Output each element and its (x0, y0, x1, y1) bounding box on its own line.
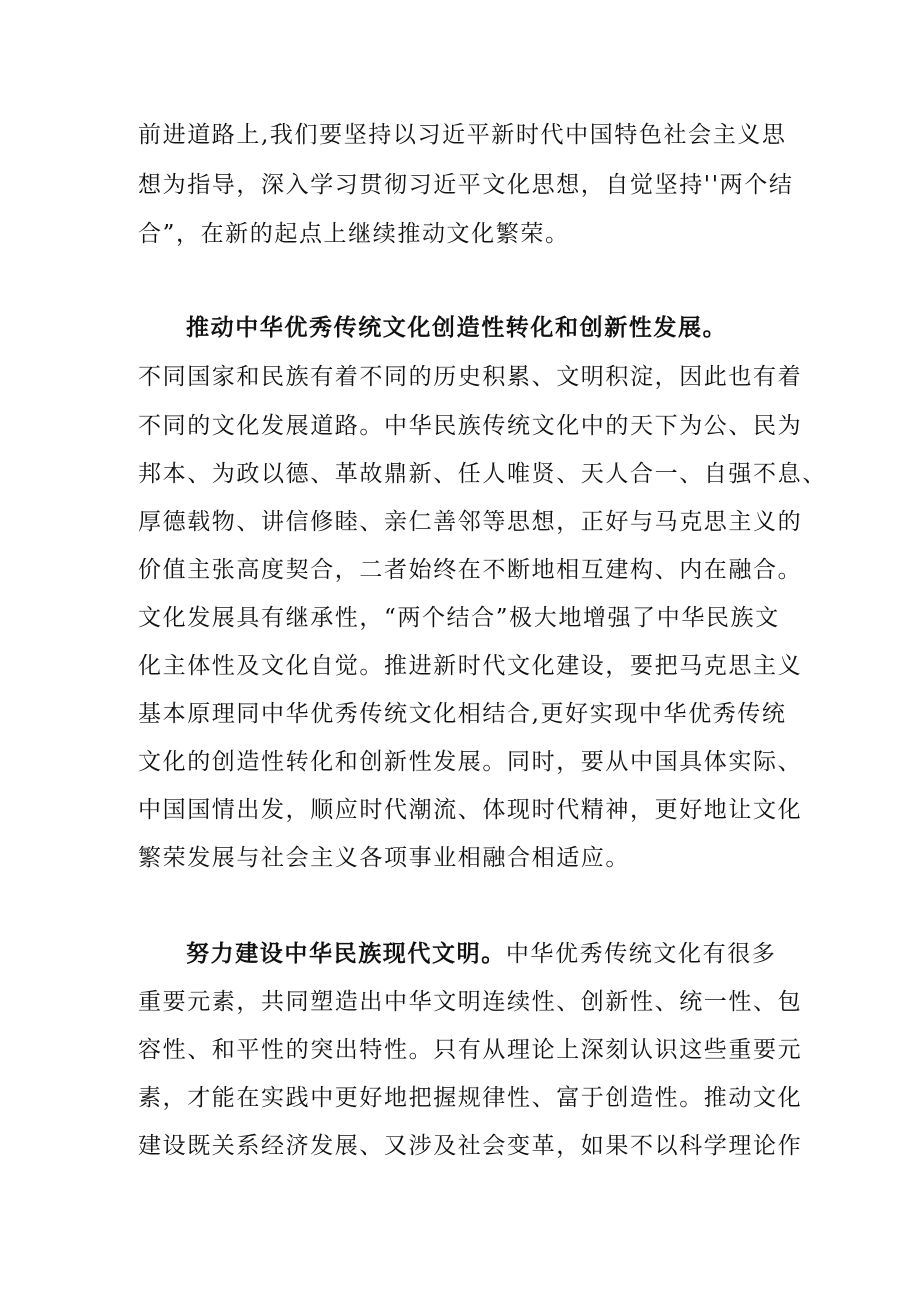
paragraph-line: 不同国家和民族有着不同的历史积累、文明积淀，因此也有着 (138, 364, 803, 390)
paragraph-line: 素，才能在实践中更好地把握规律性、富于创造性。推动文化 (138, 1085, 803, 1111)
paragraph-line: 前进道路上,我们要坚持以习近平新时代中国特色社会主义思 (138, 122, 787, 148)
section-first-line (186, 939, 776, 969)
paragraph-line: 合”，在新的起点上继续推动文化繁荣。 (138, 221, 570, 247)
paragraph-line: 容性、和平性的突出特性。只有从理论上深刻认识这些重要元 (138, 1037, 803, 1063)
section-heading: 努力建设中华民族现代文明。 (186, 940, 506, 967)
paragraph-line: 不同的文化发展道路。中华民族传统文化中的天下为公、民为 (138, 413, 803, 439)
paragraph-line: 基本原理同中华优秀传统文化相结合,更好实现中华优秀传统 (138, 701, 787, 727)
paragraph-line: 中国国情出发，顺应时代潮流、体现时代精神，更好地让文化 (138, 797, 803, 823)
paragraph-line: 邦本、为政以德、革故鼎新、任人唯贤、天人合一、自强不息、 (138, 461, 827, 487)
paragraph-line: 厚德载物、讲信修睦、亲仁善邻等思想，正好与马克思主义的 (138, 509, 803, 535)
section-heading: 推动中华优秀传统文化创造性转化和创新性发展。 (186, 314, 728, 341)
paragraph-line: 化主体性及文化自觉。推进新时代文化建设，要把马克思主义 (138, 653, 803, 679)
paragraph-line: 价值主张高度契合，二者始终在不断地相互建构、内在融合。 (138, 557, 803, 583)
paragraph-line: 文化的创造性转化和创新性发展。同时，要从中国具体实际、 (138, 749, 803, 775)
paragraph-line: 重要元素，共同塑造出中华文明连续性、创新性、统一性、包 (138, 989, 803, 1015)
paragraph-text: 中华优秀传统文化有很多 (505, 941, 777, 967)
paragraph-line: 想为指导，深入学习贯彻习近平文化思想，自觉坚持''两个结 (138, 172, 794, 198)
paragraph-line: 繁荣发展与社会主义各项事业相融合相适应。 (138, 845, 630, 871)
paragraph-line: 建设既关系经济发展、又涉及社会变革，如果不以科学理论作 (138, 1133, 803, 1159)
paragraph-line: 文化发展具有继承性，“两个结合”极大地增强了中华民族文 (138, 605, 780, 631)
